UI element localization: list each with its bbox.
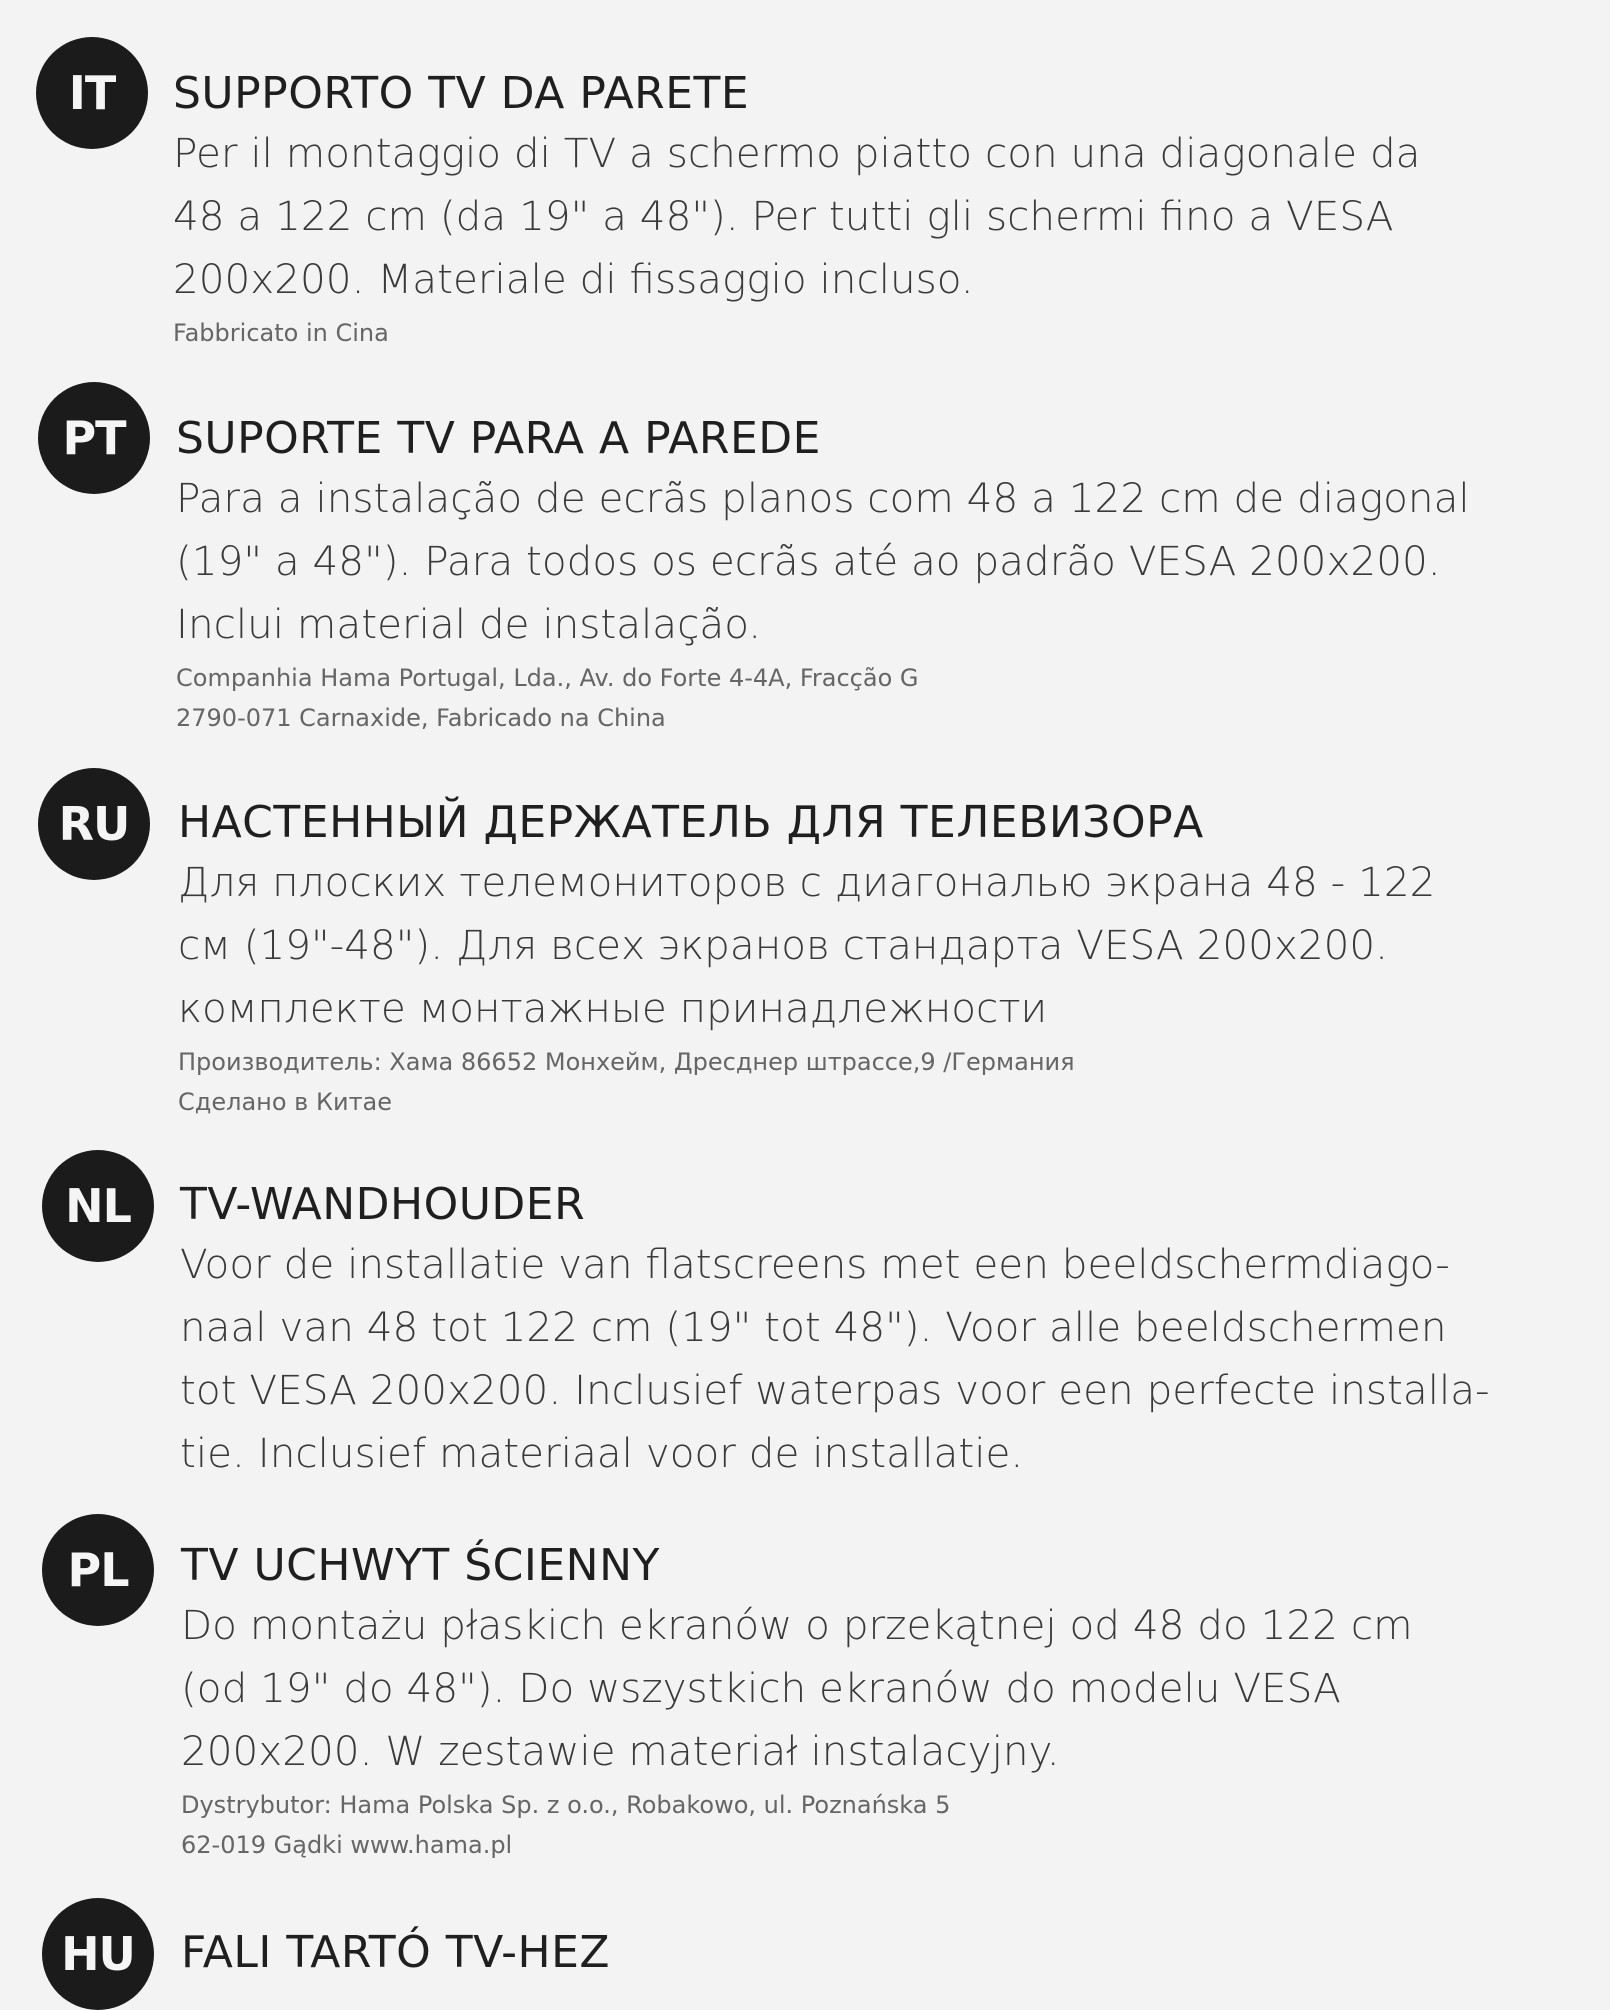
language-badge-pl: PL xyxy=(42,1514,154,1626)
section-notes xyxy=(173,313,1573,353)
language-badge-nl: NL xyxy=(42,1150,154,1262)
section-title: FALI TARTÓ TV-HEZ xyxy=(181,1927,611,1978)
note-line: Сделано в Китае xyxy=(178,1088,393,1116)
section-body xyxy=(180,1233,1580,1485)
section-notes xyxy=(178,1042,1578,1122)
section-title: TV-WANDHOUDER xyxy=(180,1179,586,1230)
body-line: Per il montaggio di TV a schermo piatto con una diagonale da xyxy=(173,129,1421,177)
language-badge-pt: PT xyxy=(38,382,150,494)
section-body xyxy=(181,1594,1581,1783)
note-line: Fabbricato in Cina xyxy=(173,319,389,347)
language-badge-ru: RU xyxy=(38,768,150,880)
section-body xyxy=(173,122,1573,311)
section-title: TV UCHWYT ŚCIENNY xyxy=(181,1540,660,1591)
language-badge-hu: HU xyxy=(42,1898,154,2010)
body-line: tot VESA 200x200. Inclusief waterpas voor een perfecte installa- xyxy=(180,1366,1490,1414)
note-line: 2790-071 Carnaxide, Fabricado na China xyxy=(176,704,666,732)
body-line: Do montażu płaskich ekranów o przekątnej od 48 do 122 cm xyxy=(181,1601,1413,1649)
language-badge-it: IT xyxy=(36,37,148,149)
note-line: Companhia Hama Portugal, Lda., Av. do Forte 4-4A, Fracção G xyxy=(176,664,919,692)
section-body xyxy=(178,851,1578,1040)
body-line: комплекте монтажные принадлежности xyxy=(178,984,1048,1032)
body-line: Para a instalação de ecrãs planos com 48 a 122 cm de diagonal xyxy=(176,474,1470,522)
body-line: naal van 48 tot 122 cm (19" tot 48"). Voor alle beeldschermen xyxy=(180,1303,1447,1351)
body-line: Voor de installatie van flatscreens met een beeldschermdiago- xyxy=(180,1240,1450,1288)
body-line: tie. Inclusief materiaal voor de installatie. xyxy=(180,1429,1024,1477)
note-line: Dystrybutor: Hama Polska Sp. z o.o., Robakowo, ul. Poznańska 5 xyxy=(181,1791,951,1819)
section-title: НАСТЕННЫЙ ДЕРЖАТЕЛЬ ДЛЯ ТЕЛЕВИЗОРА xyxy=(178,797,1204,848)
body-line: (19" a 48"). Para todos os ecrãs até ao padrão VESA 200x200. xyxy=(176,537,1441,585)
section-title: SUPORTE TV PARA A PAREDE xyxy=(176,413,821,464)
section-notes xyxy=(176,658,1576,738)
body-line: 48 a 122 cm (da 19" a 48"). Per tutti gli schermi fino a VESA xyxy=(173,192,1394,240)
body-line: Inclui material de instalação. xyxy=(176,600,762,648)
body-line: (od 19" do 48"). Do wszystkich ekranów do modelu VESA xyxy=(181,1664,1341,1712)
body-line: см (19"-48"). Для всех экранов стандарта VESA 200x200. xyxy=(178,921,1389,969)
section-body xyxy=(176,467,1576,656)
body-line: 200x200. W zestawie materiał instalacyjny. xyxy=(181,1727,1060,1775)
note-line: 62-019 Gądki www.hama.pl xyxy=(181,1831,513,1859)
body-line: Для плоских телемониторов с диагональю экрана 48 - 122 xyxy=(178,858,1436,906)
section-title: SUPPORTO TV DA PARETE xyxy=(173,68,750,119)
section-notes xyxy=(181,1785,1581,1865)
body-line: 200x200. Materiale di fissaggio incluso. xyxy=(173,255,974,303)
note-line: Производитель: Хама 86652 Монхейм, Дресднер штрассе,9 /Германия xyxy=(178,1048,1075,1076)
